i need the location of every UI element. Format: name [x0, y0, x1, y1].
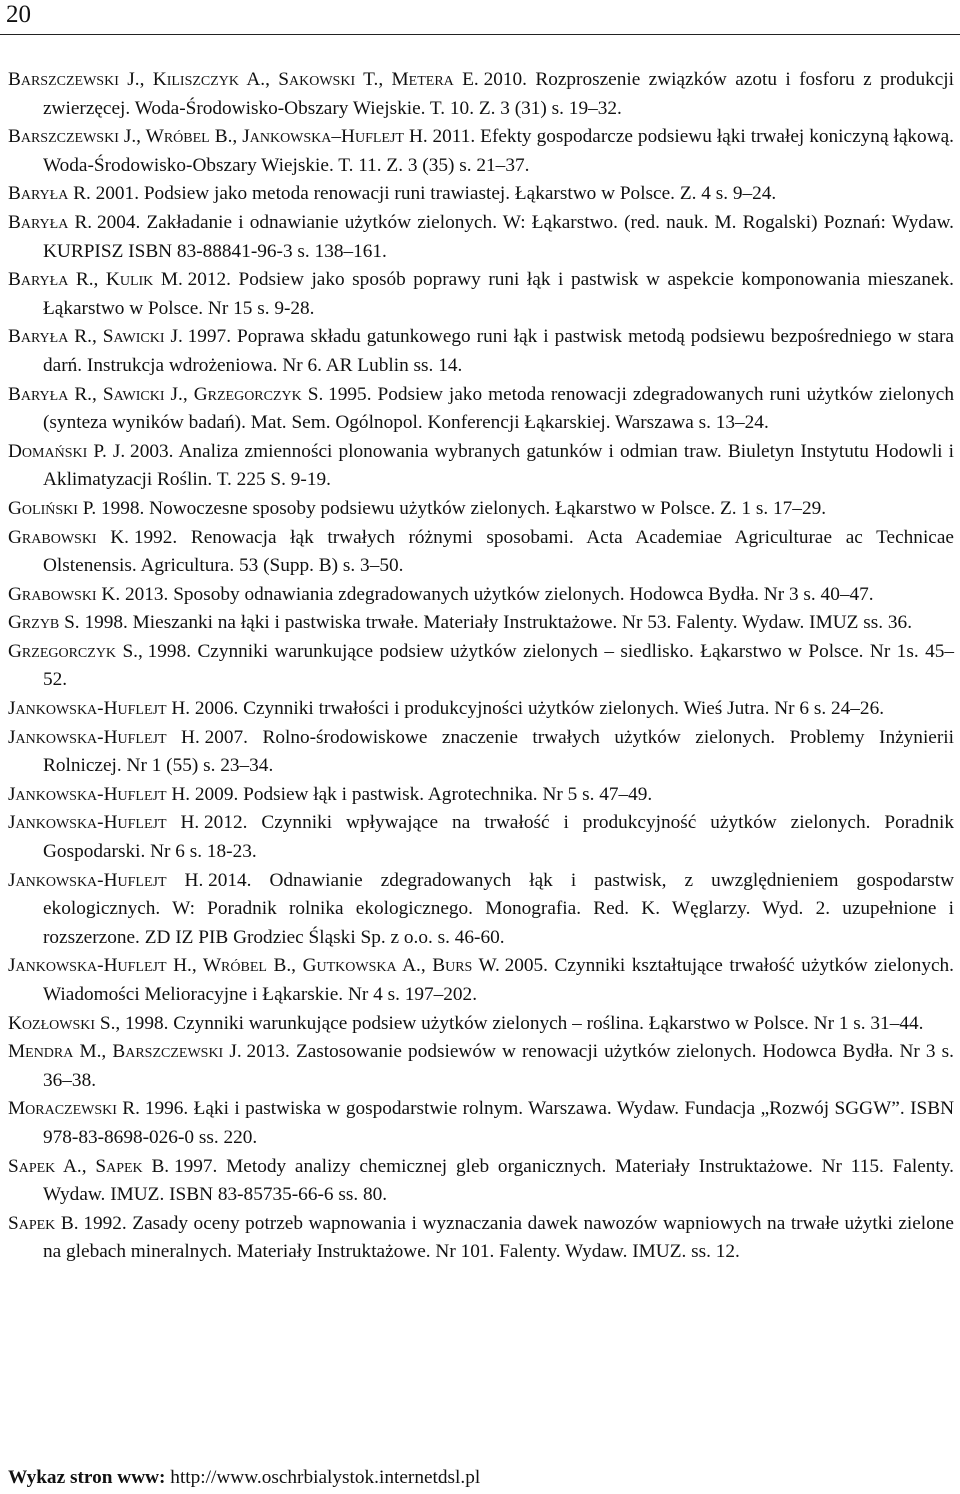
- reference-item: [8, 209, 954, 266]
- reference-text: 2004. Zakładanie i odnawianie użytków zielonych. W: Łąkarstwo. (red. nauk. M. Rogalski) Poznań: Wydaw. KURPISZ ISBN 83-88841-96-3 s. 138–161.: [43, 211, 954, 262]
- reference-authors: Baryła R., Kulik M.: [8, 269, 183, 291]
- reference-authors: Kozłowski S.,: [8, 1012, 121, 1034]
- reference-authors: Baryła R., Sawicki J., Grzegorczyk S.: [8, 383, 324, 405]
- reference-authors: Mendra M., Barszczewski J.: [8, 1041, 242, 1063]
- reference-authors: Baryła R.: [8, 211, 93, 233]
- reference-item: [8, 180, 954, 209]
- reference-text: 2011. Efekty gospodarcze podsiewu łąki trwałej koniczyną łąkową. Woda-Środowisko-Obszary Wiejskie. T. 11. Z. 3 (35) s. 21–37.: [43, 126, 954, 176]
- reference-item: [8, 695, 954, 724]
- reference-item: [8, 1095, 954, 1152]
- reference-authors: Baryła R., Sawicki J.: [8, 326, 183, 348]
- reference-item: [8, 581, 954, 610]
- reference-text: 1995. Podsiew jako metoda renowacji zdegradowanych runi użytków zielonych (synteza wyników badań). Mat. Sem. Ogólnopol. Konferencji Łąkarskiej. Warszawa s. 13–24.: [43, 383, 954, 434]
- reference-text: 2013. Zastosowanie podsiewów w renowacji użytków zielonych. Hodowca Bydła. Nr 3 s. 36–38.: [43, 1041, 954, 1091]
- reference-item: [8, 781, 954, 810]
- reference-item: [8, 609, 954, 638]
- reference-authors: Jankowska-Huflejt H.: [8, 812, 200, 834]
- reference-authors: Grzyb S.: [8, 612, 80, 634]
- reference-authors: Jankowska-Huflejt H.: [8, 783, 191, 805]
- reference-item: [8, 323, 954, 380]
- reference-authors: Grabowski K.: [8, 526, 129, 548]
- reference-item: [8, 524, 954, 581]
- reference-item: [8, 66, 954, 123]
- reference-item: [8, 123, 954, 180]
- reference-item: [8, 1153, 954, 1210]
- website-url[interactable]: http://www.oschrbialystok.internetdsl.pl: [170, 1467, 481, 1488]
- website-list-label: Wykaz stron www:: [8, 1467, 166, 1488]
- reference-item: [8, 1038, 954, 1095]
- reference-authors: Goliński P.: [8, 497, 97, 519]
- reference-text: 2012. Czynniki wpływające na trwałość i produkcyjność użytków zielonych. Poradnik Gospodarski. Nr 6 s. 18-23.: [43, 812, 954, 863]
- reference-authors: Moraczewski R.: [8, 1098, 140, 1120]
- reference-item: [8, 809, 954, 866]
- reference-text: 2006. Czynniki trwałości i produkcyjności użytków zielonych. Wieś Jutra. Nr 6 s. 24–26.: [194, 698, 885, 720]
- reference-authors: Domański P. J.: [8, 440, 126, 462]
- reference-authors: Jankowska-Huflejt H.: [8, 698, 191, 720]
- reference-text: 2012. Podsiew jako sposób poprawy runi łąk i pastwisk w aspekcie komponowania mieszanek. Łąkarstwo w Polsce. Nr 15 s. 9-28.: [43, 269, 954, 319]
- reference-text: 1996. Łąki i pastwiska w gospodarstwie rolnym. Warszawa. Wydaw. Fundacja „Rozwój SGGW”. ISBN 978-83-8698-026-0 ss. 220.: [43, 1098, 954, 1148]
- reference-item: [8, 266, 954, 323]
- reference-item: [8, 638, 954, 695]
- reference-authors: Baryła R.: [8, 183, 91, 205]
- reference-text: 2013. Sposoby odnawiania zdegradowanych użytków zielonych. Hodowca Bydła. Nr 3 s. 40–47.: [124, 583, 874, 605]
- reference-authors: Jankowska-Huflejt H.: [8, 726, 200, 748]
- reference-text: 1998. Nowoczesne sposoby podsiewu użytków zielonych. Łąkarstwo w Polsce. Z. 1 s. 17–29.: [100, 497, 827, 519]
- reference-authors: Sapek B.: [8, 1212, 79, 1234]
- reference-item: [8, 495, 954, 524]
- reference-authors: Sapek A., Sapek B.: [8, 1155, 170, 1177]
- reference-text: 2005. Czynniki kształtujące trwałość użytków zielonych. Wiadomości Melioracyjne i Łąkarskie. Nr 4 s. 197–202.: [43, 955, 954, 1005]
- reference-text: 2009. Podsiew łąk i pastwisk. Agrotechnika. Nr 5 s. 47–49.: [194, 783, 653, 805]
- reference-item: [8, 1210, 954, 1267]
- reference-text: 2003. Analiza zmienności plonowania wybranych gatunków i odmian traw. Biuletyn Instytutu Hodowli i Aklimatyzacji Roślin. T. 225 S. 9-19.: [43, 440, 955, 491]
- website-list: [8, 1464, 480, 1492]
- reference-item: [8, 867, 954, 953]
- reference-item: [8, 1010, 954, 1039]
- header-rule: [0, 34, 960, 35]
- reference-text: 2014. Odnawianie zdegradowanych łąk i pastwisk, z uwzględnieniem gospodarstw ekologicznych. W: Poradnik rolnika ekologicznego. Monografia. Red. K. Węglarzy. Wyd. 2. uzupełnione i rozszerzone. ZD IZ PIB Grodziec Śląski Sp. z o.o. s. 46-60.: [43, 869, 954, 948]
- reference-item: [8, 381, 954, 438]
- reference-authors: Grabowski K.: [8, 583, 121, 605]
- reference-item: [8, 952, 954, 1009]
- reference-authors: Jankowska-Huflejt H., Wróbel B., Gutkowska A., Burs W.: [8, 955, 500, 977]
- reference-text: 1997. Metody analizy chemicznej gleb organicznych. Materiały Instruktażowe. Nr 115. Falenty. Wydaw. IMUZ. ISBN 83-85735-66-6 ss. 80.: [43, 1155, 954, 1206]
- page-number: 20: [6, 1, 31, 28]
- reference-text: 1997. Poprawa składu gatunkowego runi łąk i pastwisk metodą podsiewu bezpośredniego w stara darń. Instrukcja wdrożeniowa. Nr 6. AR Lublin ss. 14.: [43, 326, 954, 376]
- reference-item: [8, 724, 954, 781]
- reference-text: 1998. Czynniki warunkujące podsiew użytków zielonych – siedlisko. Łąkarstwo w Polsce. Nr 1s. 45–52.: [43, 640, 954, 691]
- reference-text: 1992. Zasady oceny potrzeb wapnowania i wyznaczania dawek nawozów wapniowych na trwałe użytki zielone na glebach mineralnych. Materiały Instruktażowe. Nr 101. Falenty. Wydaw. IMUZ. ss. 12.: [43, 1212, 954, 1263]
- reference-authors: Jankowska-Huflejt H.: [8, 869, 204, 891]
- reference-item: [8, 438, 954, 495]
- reference-authors: Barszczewski J., Wróbel B., Jankowska–Huflejt H.: [8, 126, 428, 148]
- reference-text: 1998. Czynniki warunkujące podsiew użytków zielonych – roślina. Łąkarstwo w Polsce. Nr 1 s. 31–44.: [125, 1012, 924, 1034]
- reference-authors: Grzegorczyk S.,: [8, 640, 143, 662]
- reference-text: 2010. Rozproszenie związków azotu i fosforu z produkcji zwierzęcej. Woda-Środowisko-Obszary Wiejskie. T. 10. Z. 3 (31) s. 19–32.: [43, 69, 954, 119]
- reference-text: 1998. Mieszanki na łąki i pastwiska trwałe. Materiały Instruktażowe. Nr 53. Falenty. Wydaw. IMUZ ss. 36.: [84, 612, 913, 634]
- reference-list: [8, 66, 954, 1267]
- reference-text: 1992. Renowacja łąk trwałych różnymi sposobami. Acta Academiae Agriculturae ac Technicae Olstenensis. Agricultura. 53 (Supp. B) s. 3–50.: [43, 526, 954, 577]
- reference-authors: Barszczewski J., Kiliszczyk A., Sakowski T., Metera E.: [8, 69, 479, 90]
- reference-text: 2001. Podsiew jako metoda renowacji runi trawiastej. Łąkarstwo w Polsce. Z. 4 s. 9–24.: [95, 183, 777, 205]
- reference-text: 2007. Rolno-środowiskowe znaczenie trwałych użytków zielonych. Problemy Inżynierii Rolniczej. Nr 1 (55) s. 23–34.: [43, 726, 954, 777]
